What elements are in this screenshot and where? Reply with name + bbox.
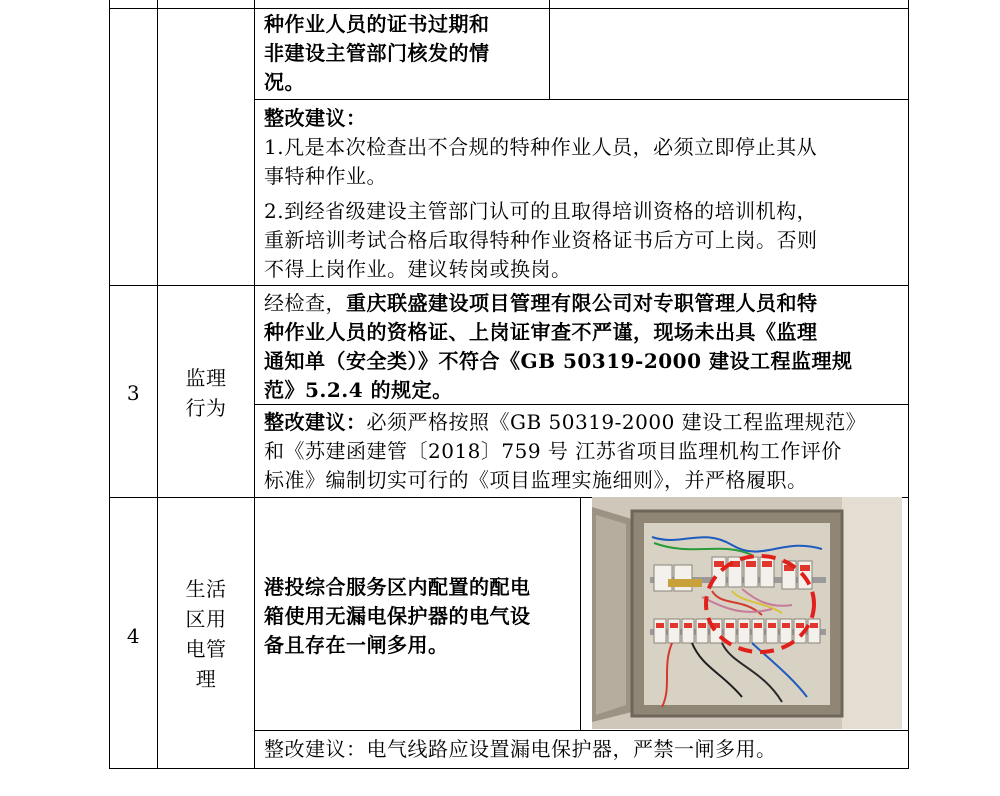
table-bottom-border bbox=[109, 768, 909, 769]
advice-title: 整改建议： bbox=[264, 410, 367, 434]
category-line: 生活 bbox=[185, 577, 227, 601]
row3-sub-divider bbox=[254, 404, 909, 405]
finding-prefix: 经检查， bbox=[264, 291, 346, 315]
advice-line: 重新培训考试合格后取得特种作业资格证书后方可上岗。否则 bbox=[264, 228, 818, 252]
advice-line: 标准》编制切实可行的《项目监理实施细则》，并严格履职。 bbox=[264, 468, 808, 492]
issue-line: 非建设主管部门核发的情 bbox=[264, 41, 490, 65]
row-number: 3 bbox=[126, 381, 141, 405]
advice-line: 和《苏建函建管〔2018〕759 号 江苏省项目监理机构工作评价 bbox=[264, 439, 842, 463]
finding-line: 箱使用无漏电保护器的电气设 bbox=[264, 604, 531, 628]
category-line: 电管 bbox=[185, 637, 227, 661]
row4-sub-divider bbox=[254, 730, 909, 731]
category-line: 理 bbox=[195, 667, 217, 691]
finding-emphasis: 重庆联盛建设项目管理有限公司对专职管理人员和特 bbox=[346, 291, 818, 315]
advice-line: 事特种作业。 bbox=[264, 164, 387, 188]
row-number: 4 bbox=[126, 624, 141, 648]
issue-line: 种作业人员的证书过期和 bbox=[264, 12, 490, 36]
advice-line: 整改建议：电气线路应设置漏电保护器，严禁一闸多用。 bbox=[264, 737, 777, 761]
distribution-box-photo bbox=[592, 497, 902, 729]
advice-text: 必须严格按照《GB 50319-2000 建设工程监理规范》 bbox=[366, 410, 867, 434]
advice-line: 1.凡是本次检查出不合规的特种作业人员，必须立即停止其从 bbox=[264, 135, 818, 159]
finding-line: 种作业人员的资格证、上岗证审查不严谨，现场未出具《监理 bbox=[264, 320, 818, 344]
category-line: 区用 bbox=[185, 607, 227, 631]
category-line: 监理 bbox=[185, 366, 227, 390]
finding-line bbox=[264, 289, 818, 317]
finding-line: 备且存在一闸多用。 bbox=[264, 633, 449, 657]
advice-title: 整改建议： bbox=[264, 106, 367, 130]
advice-line bbox=[264, 408, 866, 436]
table-right-border bbox=[908, 0, 909, 769]
category-line: 行为 bbox=[185, 396, 227, 420]
row-sub-divider bbox=[254, 99, 909, 100]
advice-line: 2.到经省级建设主管部门认可的且取得培训资格的培训机构， bbox=[264, 199, 818, 223]
col-divider-category bbox=[254, 0, 255, 769]
col-divider-photo-row4 bbox=[580, 497, 581, 730]
issue-line: 况。 bbox=[264, 70, 305, 94]
col-divider-photo-top bbox=[549, 0, 550, 99]
finding-line: 通知单（安全类）》不符合《GB 50319-2000 建设工程监理规 bbox=[264, 349, 853, 373]
row-divider-2-3 bbox=[109, 285, 909, 286]
finding-line: 港投综合服务区内配置的配电 bbox=[264, 575, 531, 599]
table-top-border bbox=[109, 8, 909, 9]
advice-line: 不得上岗作业。建议转岗或换岗。 bbox=[264, 257, 572, 281]
distribution-box-illustration bbox=[592, 497, 902, 729]
finding-line: 范》5.2.4 的规定。 bbox=[264, 378, 453, 402]
